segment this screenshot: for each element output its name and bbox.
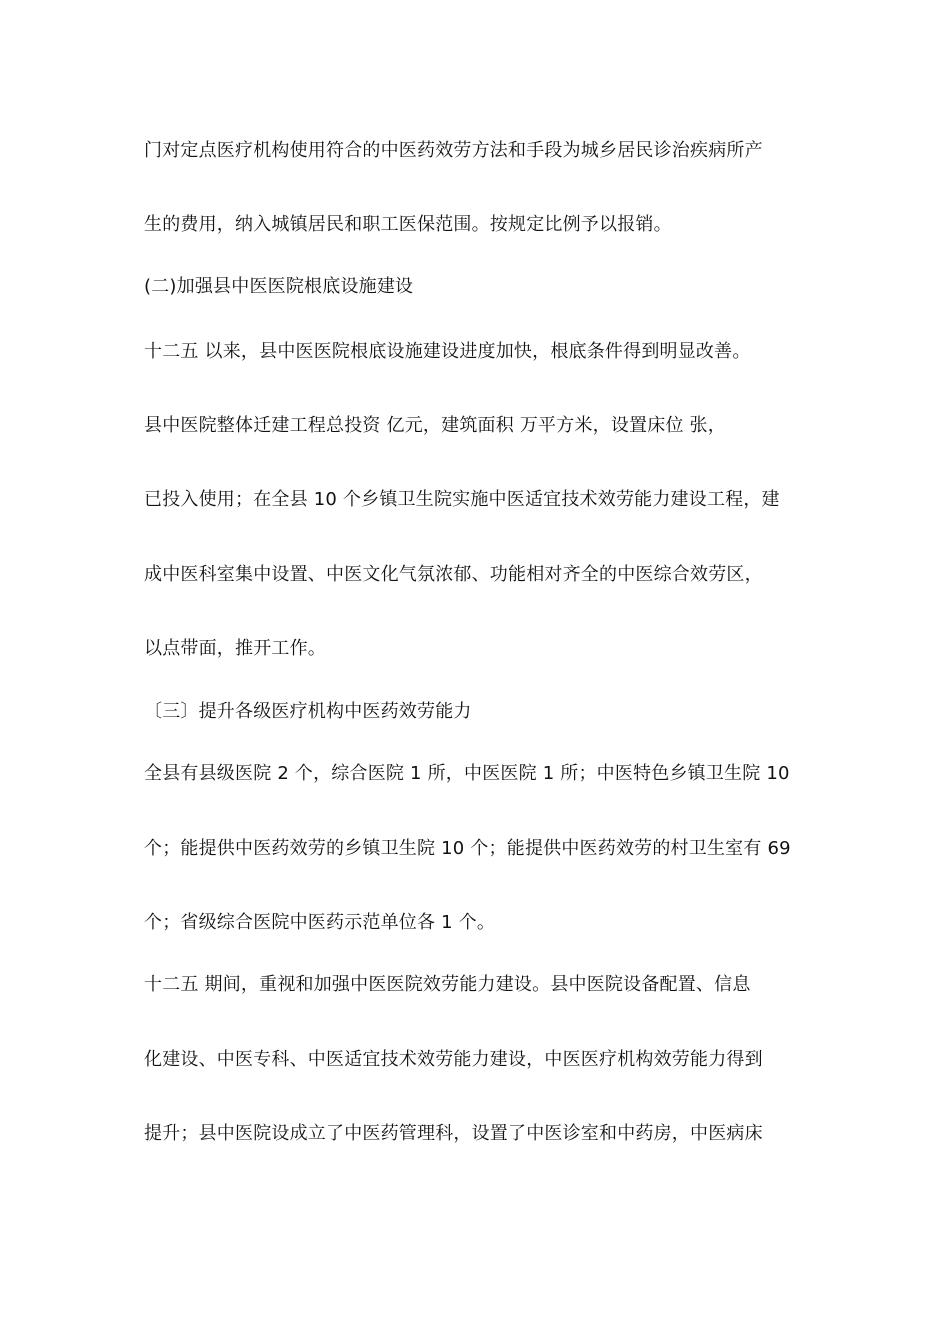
paragraph-line-8: 全县有县级医院 2 个，综合医院 1 所，中医医院 1 所；中医特色乡镇卫生院 10 xyxy=(144,763,790,784)
section-heading-2: (二)加强县中医医院根底设施建设 xyxy=(144,276,414,297)
paragraph-line-6: 成中医科室集中设置、中医文化气氛浓郁、功能相对齐全的中医综合效劳区， xyxy=(144,564,763,585)
paragraph-line-7: 以点带面，推开工作。 xyxy=(144,638,326,659)
paragraph-line-5: 已投入使用；在全县 10 个乡镇卫生院实施中医适宜技术效劳能力建设工程，建 xyxy=(144,489,780,510)
paragraph-line-11: 十二五 期间，重视和加强中医医院效劳能力建设。县中医院设备配置、信息 xyxy=(144,974,751,995)
paragraph-line-4: 县中医院整体迁建工程总投资 亿元，建筑面积 万平方米，设置床位 张， xyxy=(144,415,726,436)
paragraph-line-12: 化建设、中医专科、中医适宜技术效劳能力建设，中医医疗机构效劳能力得到 xyxy=(144,1049,763,1070)
paragraph-line-10: 个；省级综合医院中医药示范单位各 1 个。 xyxy=(144,912,496,933)
paragraph-line-9: 个；能提供中医药效劳的乡镇卫生院 10 个；能提供中医药效劳的村卫生室有 69 xyxy=(144,838,791,859)
paragraph-line-2: 生的费用，纳入城镇居民和职工医保范围。按规定比例予以报销。 xyxy=(144,214,672,235)
paragraph-line-13: 提升；县中医院设成立了中医药管理科，设置了中医诊室和中药房，中医病床 xyxy=(144,1123,763,1144)
section-heading-3: 〔三〕提升各级医疗机构中医药效劳能力 xyxy=(144,701,472,722)
paragraph-line-3: 十二五 以来，县中医医院根底设施建设进度加快，根底条件得到明显改善。 xyxy=(144,341,751,362)
paragraph-line-1: 门对定点医疗机构使用符合的中医药效劳方法和手段为城乡居民诊治疾病所产 xyxy=(144,140,763,161)
